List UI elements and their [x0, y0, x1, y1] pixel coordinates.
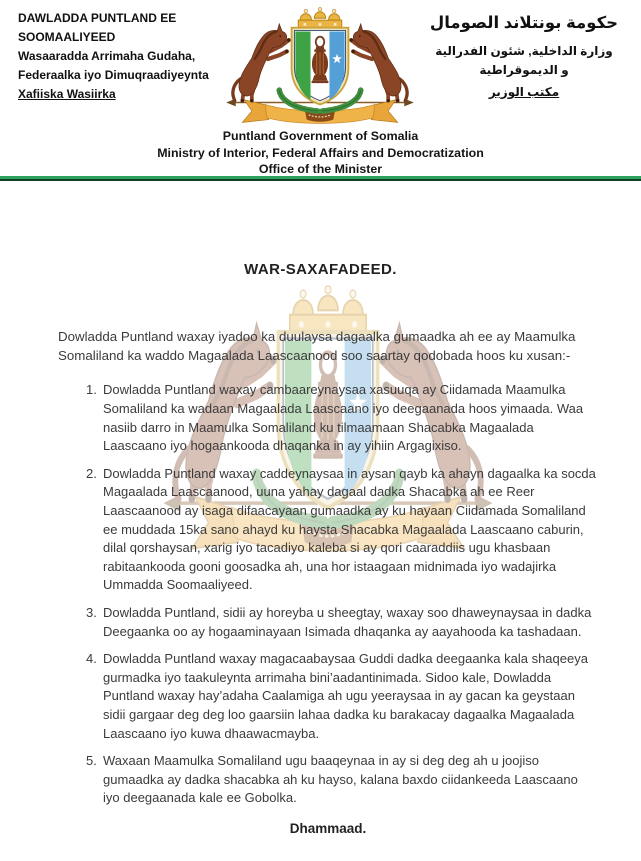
press-release-item — [58, 650, 598, 743]
header-arabic-block — [415, 10, 633, 102]
office-english: Office of the Minister — [258, 162, 383, 177]
numbered-list — [58, 381, 598, 807]
press-release-item — [58, 752, 598, 808]
intro-paragraph: Dowladda Puntland waxay iyadoo ka duulaysa dagaalka gumaadka ah ee ay Maamulka Somaliland ka waddo Magaalada Laascaanood soo saartay qodobada hoos ku xusan:- — [58, 329, 576, 364]
item-number: 2. — [86, 465, 97, 481]
press-release-item — [58, 604, 598, 641]
item-number: 5. — [86, 753, 97, 769]
press-release-body — [58, 327, 598, 838]
item-text: Dowladda Puntland, sidii ay horeyba u sheegtay, waxay soo dhaweynaysaa in dadka Deegaanka oo ay hogaaminayaan Isimada dhaqanka ay aayahooda ka tashadaan. — [103, 604, 592, 639]
office-line: Xafiiska Wasiirka — [18, 87, 116, 101]
closing-word: Dhammaad. — [289, 820, 367, 836]
gov-name-arabic: حكومة بونتلاند الصومال — [429, 14, 619, 32]
item-number: 1. — [86, 382, 97, 398]
ministry-english: Ministry of Interior, Federal Affairs and Democratization — [157, 145, 484, 160]
office-arabic-line: مكتب الوزير — [488, 85, 560, 99]
page-title: WAR-SAXAFADEED. — [244, 261, 397, 278]
item-number: 4. — [86, 651, 97, 667]
gov-name-line: SOOMAALIYEED — [18, 30, 116, 44]
item-text: Waxaan Maamulka Somaliland ugu baaqeynaa in ay si deg deg ah u joojiso gumaadka ay dadka shacabka ah ku hayso, kalana baxdo ciidankeeda Laascaano iyo deegaanada kale ee Gobolka. — [103, 753, 578, 806]
ministry-line: Wasaaradda Arrimaha Gudaha, — [18, 49, 196, 63]
header-somali-block — [18, 9, 230, 104]
ministry-arabic-line: وزارة الداخلية, شئون الفدرالية — [435, 44, 613, 58]
item-number: 3. — [86, 604, 97, 620]
ministry-line: Federaalka iyo Dimuqraadiyeynta — [18, 68, 209, 82]
press-release-item — [58, 465, 598, 595]
header-english-block — [0, 128, 641, 178]
item-text: Dowladda Puntland waxay magacaabaysaa Guddi dadka deegaanka kala shaqeeya gurmadka iyo taakuleynta arrimaha bini’aadantinimada. Sidoo kale, Dowladda Puntland waxay hay’adaha Caalamiga ah ugu yeeraysaa in ay gacan ka geystaan sidii gargaar deg deg loo gaarsiin lahaa dadka ku barakacay dagaalka Magaalada Laascaano iyo kuwa dhaawacmayba. — [103, 651, 588, 741]
gov-name-line: DAWLADDA PUNTLAND EE — [18, 11, 177, 25]
press-release-item — [58, 381, 598, 455]
ministry-arabic-line: و الديموقراطية — [479, 63, 569, 77]
item-text: Dowladda Puntland waxay cambaareynaysaa xasuuqa ay Ciidamada Maamulka Somaliland ka wadaan Magaalada Laascaano iyo deegaanada hoos yimaada. Waa nasiib darro in Maamulka Somaliland ku tilmaamaan Shacabka Magaalada Laascaano iyo hogaankooda dhaqanka in ay yihiin Argagixiso. — [103, 382, 584, 454]
item-text: Dowladda Puntland waxay caddeynaysaa in aysan qayb ka ahayn dagaalka ka socda Magaalada Laascaanood, uuna yahay dagaal dadka Shacabka ah ee Reer Laascaanood ay isaga difaacayaan gumaadka ay ku hayaan Ciidamada Somaliland ee muddada 15ka sano ahayd ku haysta Shacabka Magaalada Laascaano caburin, dilal qorshaysan, xarig iyo tacadiyo kaleba si ay qori caaraddiis ugu khasbaan rabitaankooda gooni goosadka ah, una hor istaagaan midnimada iyo wadajirka Ummadda Soomaaliyeed. — [103, 465, 596, 593]
puntland-coat-of-arms — [224, 5, 416, 130]
header-divider-rule — [0, 176, 641, 181]
gov-name-english: Puntland Government of Somalia — [222, 129, 419, 143]
